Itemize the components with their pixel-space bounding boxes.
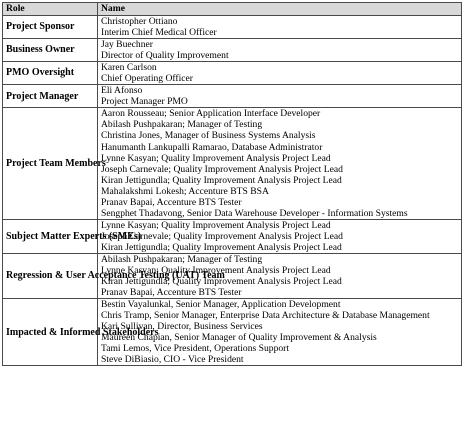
name-line: Steve DiBiasio, CIO - Vice President: [101, 354, 244, 366]
name-line: Joseph Carnevale; Quality Improvement Analysis Project Lead: [101, 163, 343, 175]
header-row: [3, 3, 462, 16]
name-line: Kari Sullivan, Director, Business Services: [101, 321, 263, 333]
names-cell: [98, 253, 462, 298]
name-line: Joseph Carnevale; Quality Improvement Analysis Project Lead: [101, 230, 343, 242]
name-line: Christopher Ottiano: [101, 16, 178, 27]
name-line: Maureen Chapian, Senior Manager of Quality Improvement & Analysis: [101, 332, 377, 344]
roles-table: [2, 2, 462, 366]
name-line: Mahalakshmi Lokesh; Accenture BTS BSA: [101, 185, 269, 197]
table-body: [3, 16, 462, 366]
names-cell: [98, 16, 462, 39]
name-line: Abilash Pushpakaran; Manager of Testing: [101, 253, 263, 265]
role-cell: PMO Oversight: [3, 62, 98, 85]
names-cell: [98, 62, 462, 85]
role-cell: Regression & User Acceptance Testing (UAT) Team: [3, 253, 98, 298]
role-cell: Business Owner: [3, 39, 98, 62]
name-line: Lynne Kasyan; Quality Improvement Analysis Project Lead: [101, 152, 331, 164]
name-line: Bestin Vayalunkal, Senior Manager, Application Development: [101, 299, 341, 311]
name-line: Chief Operating Officer: [101, 73, 193, 85]
name-line: Abilash Pushpakaran; Manager of Testing: [101, 119, 263, 131]
name-line: Director of Quality Improvement: [101, 50, 229, 62]
role-cell: Impacted & Informed Stakeholders: [3, 299, 98, 366]
table-row: [3, 253, 462, 298]
name-column-header: Name: [98, 3, 462, 16]
name-line: Pranav Bapai, Accenture BTS Tester: [101, 196, 242, 208]
name-line: Interim Chief Medical Officer: [101, 27, 217, 39]
name-line: Karen Carlson: [101, 62, 157, 74]
role-cell: Project Team Members: [3, 108, 98, 219]
name-line: Project Manager PMO: [101, 96, 188, 108]
names-cell: [98, 39, 462, 62]
name-line: Kiran Jettigundla; Quality Improvement Analysis Project Lead: [101, 276, 342, 288]
name-line: Eli Afonso: [101, 85, 143, 97]
table-row: [3, 108, 462, 219]
role-cell: Project Sponsor: [3, 16, 98, 39]
names-cell: [98, 299, 462, 366]
name-line: Tami Lemos, Vice President, Operations Support: [101, 343, 290, 355]
name-line: Aaron Rousseau; Senior Application Interface Developer: [101, 108, 321, 120]
names-cell: [98, 85, 462, 108]
name-line: Jay Buechner: [101, 39, 153, 51]
name-line: Hanumanth Lankupalli Ramarao, Database Administrator: [101, 141, 323, 153]
name-line: Christina Jones, Manager of Business Systems Analysis: [101, 130, 316, 142]
names-cell: [98, 108, 462, 219]
table-row: [3, 85, 462, 108]
role-column-header: Role: [3, 3, 98, 16]
name-line: Lynne Kasyan; Quality Improvement Analysis Project Lead: [101, 219, 331, 231]
role-cell: Project Manager: [3, 85, 98, 108]
table-row: [3, 39, 462, 62]
name-line: Chris Tramp, Senior Manager, Enterprise Data Architecture & Database Management: [101, 310, 430, 322]
name-line: Kiran Jettigundla; Quality Improvement Analysis Project Lead: [101, 174, 342, 186]
table-row: [3, 299, 462, 366]
name-line: Sengphet Thadavong, Senior Data Warehouse Developer - Information Systems: [101, 207, 408, 219]
name-line: Kiran Jettigundla; Quality Improvement Analysis Project Lead: [101, 241, 342, 253]
role-cell: Subject Matter Experts (SMEs): [3, 219, 98, 253]
names-cell: [98, 219, 462, 253]
name-line: Pranav Bapai, Accenture BTS Tester: [101, 287, 242, 299]
table-row: [3, 62, 462, 85]
name-line: Lynne Kasyan; Quality Improvement Analysis Project Lead: [101, 265, 331, 277]
table-row: [3, 219, 462, 253]
table-row: [3, 16, 462, 39]
